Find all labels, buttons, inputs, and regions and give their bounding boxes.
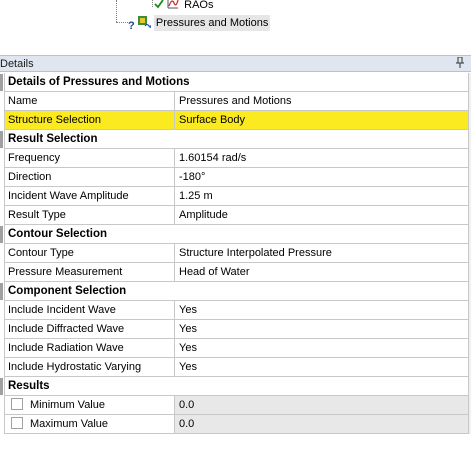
property-row-minimum-value[interactable] [4, 396, 469, 415]
section-header-contour-selection[interactable] [4, 225, 469, 244]
section-title: Component Selection [4, 282, 469, 301]
property-value[interactable]: Yes [175, 358, 469, 377]
property-name: Frequency [4, 149, 175, 168]
tree-connector [116, 0, 117, 22]
property-name: Name [4, 92, 175, 111]
tree-connector [116, 22, 128, 23]
property-value[interactable]: Head of Water [175, 263, 469, 282]
property-value[interactable]: 1.25 m [175, 187, 469, 206]
property-value[interactable]: Structure Interpolated Pressure [175, 244, 469, 263]
section-title: Results [4, 377, 469, 396]
property-value: 0.0 [175, 396, 469, 415]
property-row-direction[interactable] [4, 168, 469, 187]
property-row-frequency[interactable] [4, 149, 469, 168]
parameter-checkbox[interactable] [11, 417, 23, 429]
property-row-name[interactable] [4, 92, 469, 111]
property-row-result-type[interactable] [4, 206, 469, 225]
tree-connector [152, 0, 153, 7]
property-name: Pressure Measurement [4, 263, 175, 282]
property-name: Result Type [4, 206, 175, 225]
property-value[interactable]: Yes [175, 301, 469, 320]
tree-item-label: Pressures and Motions [155, 17, 269, 30]
property-value[interactable]: 1.60154 rad/s [175, 149, 469, 168]
property-row-include-incident-wave[interactable] [4, 301, 469, 320]
property-name-with-checkbox [4, 396, 175, 415]
property-row-structure-selection[interactable] [4, 111, 469, 130]
tree-item-pressures-and-motions[interactable] [128, 14, 270, 30]
property-name: Contour Type [4, 244, 175, 263]
section-title: Details of Pressures and Motions [4, 73, 469, 92]
section-header-results[interactable] [4, 377, 469, 396]
property-row-include-hydrostatic-varying[interactable] [4, 358, 469, 377]
property-name: Direction [4, 168, 175, 187]
property-row-maximum-value[interactable] [4, 415, 469, 434]
section-header-component-selection[interactable] [4, 282, 469, 301]
property-name: Include Diffracted Wave [4, 320, 175, 339]
property-value[interactable]: Pressures and Motions [175, 92, 469, 111]
section-title: Contour Selection [4, 225, 469, 244]
property-row-include-diffracted-wave[interactable] [4, 320, 469, 339]
property-name-with-checkbox [4, 415, 175, 434]
checkmark-icon [154, 0, 164, 14]
property-name: Structure Selection [4, 111, 175, 130]
section-header-result-selection[interactable] [4, 130, 469, 149]
group-marker [0, 283, 3, 300]
property-name: Minimum Value [30, 399, 105, 411]
group-marker [0, 378, 3, 395]
property-row-pressure-measurement[interactable] [4, 263, 469, 282]
question-status-icon: ? [128, 19, 135, 32]
tree-item-label: RAOs [184, 0, 214, 12]
rao-chart-icon [167, 0, 179, 14]
group-marker [0, 131, 3, 148]
property-name: Include Incident Wave [4, 301, 175, 320]
property-row-contour-type[interactable] [4, 244, 469, 263]
property-name: Incident Wave Amplitude [4, 187, 175, 206]
parameter-checkbox[interactable] [11, 398, 23, 410]
tree-item-raos[interactable] [154, 0, 215, 13]
group-marker [0, 74, 3, 91]
property-name: Maximum Value [30, 418, 109, 430]
pin-icon[interactable] [456, 57, 464, 71]
property-value[interactable]: -180° [175, 168, 469, 187]
property-row-include-radiation-wave[interactable] [4, 339, 469, 358]
property-name: Include Radiation Wave [4, 339, 175, 358]
pressures-motions-icon [137, 14, 151, 33]
group-marker [0, 226, 3, 243]
details-panel-title: Details [0, 58, 34, 70]
section-title: Result Selection [4, 130, 469, 149]
property-name: Include Hydrostatic Varying [4, 358, 175, 377]
outline-tree [0, 0, 471, 44]
property-value[interactable]: Yes [175, 320, 469, 339]
property-value[interactable]: Yes [175, 339, 469, 358]
property-value[interactable]: Amplitude [175, 206, 469, 225]
property-row-incident-wave-amplitude[interactable] [4, 187, 469, 206]
details-panel-header [0, 55, 471, 72]
property-value[interactable]: Surface Body [175, 111, 469, 130]
section-header-details[interactable] [4, 73, 469, 92]
property-value: 0.0 [175, 415, 469, 434]
